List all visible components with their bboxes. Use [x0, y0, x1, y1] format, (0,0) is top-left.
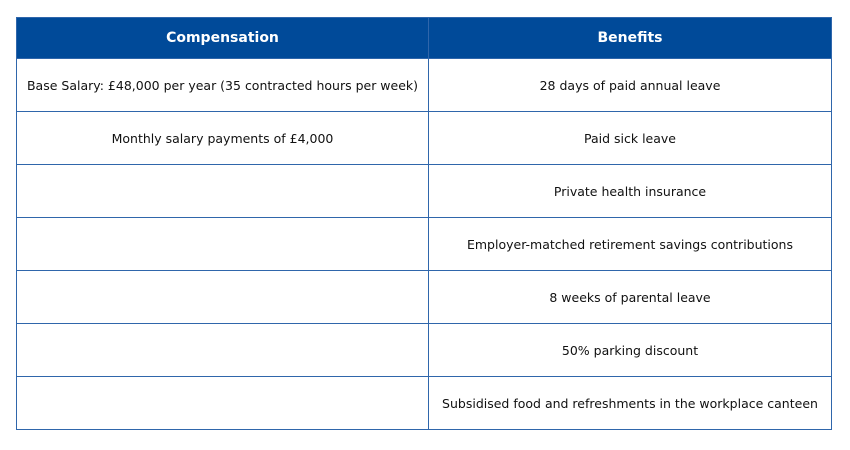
compensation-benefits-table: [16, 17, 832, 430]
table-container: [16, 17, 831, 430]
compensation-cell: [17, 271, 429, 324]
table-row: [17, 112, 832, 165]
table-row: [17, 165, 832, 218]
benefit-cell: Employer-matched retirement savings contributions: [429, 218, 832, 271]
table-row: [17, 59, 832, 112]
compensation-cell: [17, 377, 429, 430]
compensation-cell: [17, 324, 429, 377]
compensation-cell: [17, 218, 429, 271]
table-row: [17, 377, 832, 430]
benefit-cell: Paid sick leave: [429, 112, 832, 165]
benefit-cell: 50% parking discount: [429, 324, 832, 377]
compensation-cell: Base Salary: £48,000 per year (35 contracted hours per week): [17, 59, 429, 112]
header-benefits: Benefits: [429, 18, 832, 59]
benefit-cell: Subsidised food and refreshments in the workplace canteen: [429, 377, 832, 430]
benefit-cell: 28 days of paid annual leave: [429, 59, 832, 112]
table-row: [17, 271, 832, 324]
table-header-row: [17, 18, 832, 59]
compensation-cell: [17, 165, 429, 218]
header-compensation: Compensation: [17, 18, 429, 59]
table-row: [17, 218, 832, 271]
benefit-cell: Private health insurance: [429, 165, 832, 218]
compensation-cell: Monthly salary payments of £4,000: [17, 112, 429, 165]
benefit-cell: 8 weeks of parental leave: [429, 271, 832, 324]
table-row: [17, 324, 832, 377]
